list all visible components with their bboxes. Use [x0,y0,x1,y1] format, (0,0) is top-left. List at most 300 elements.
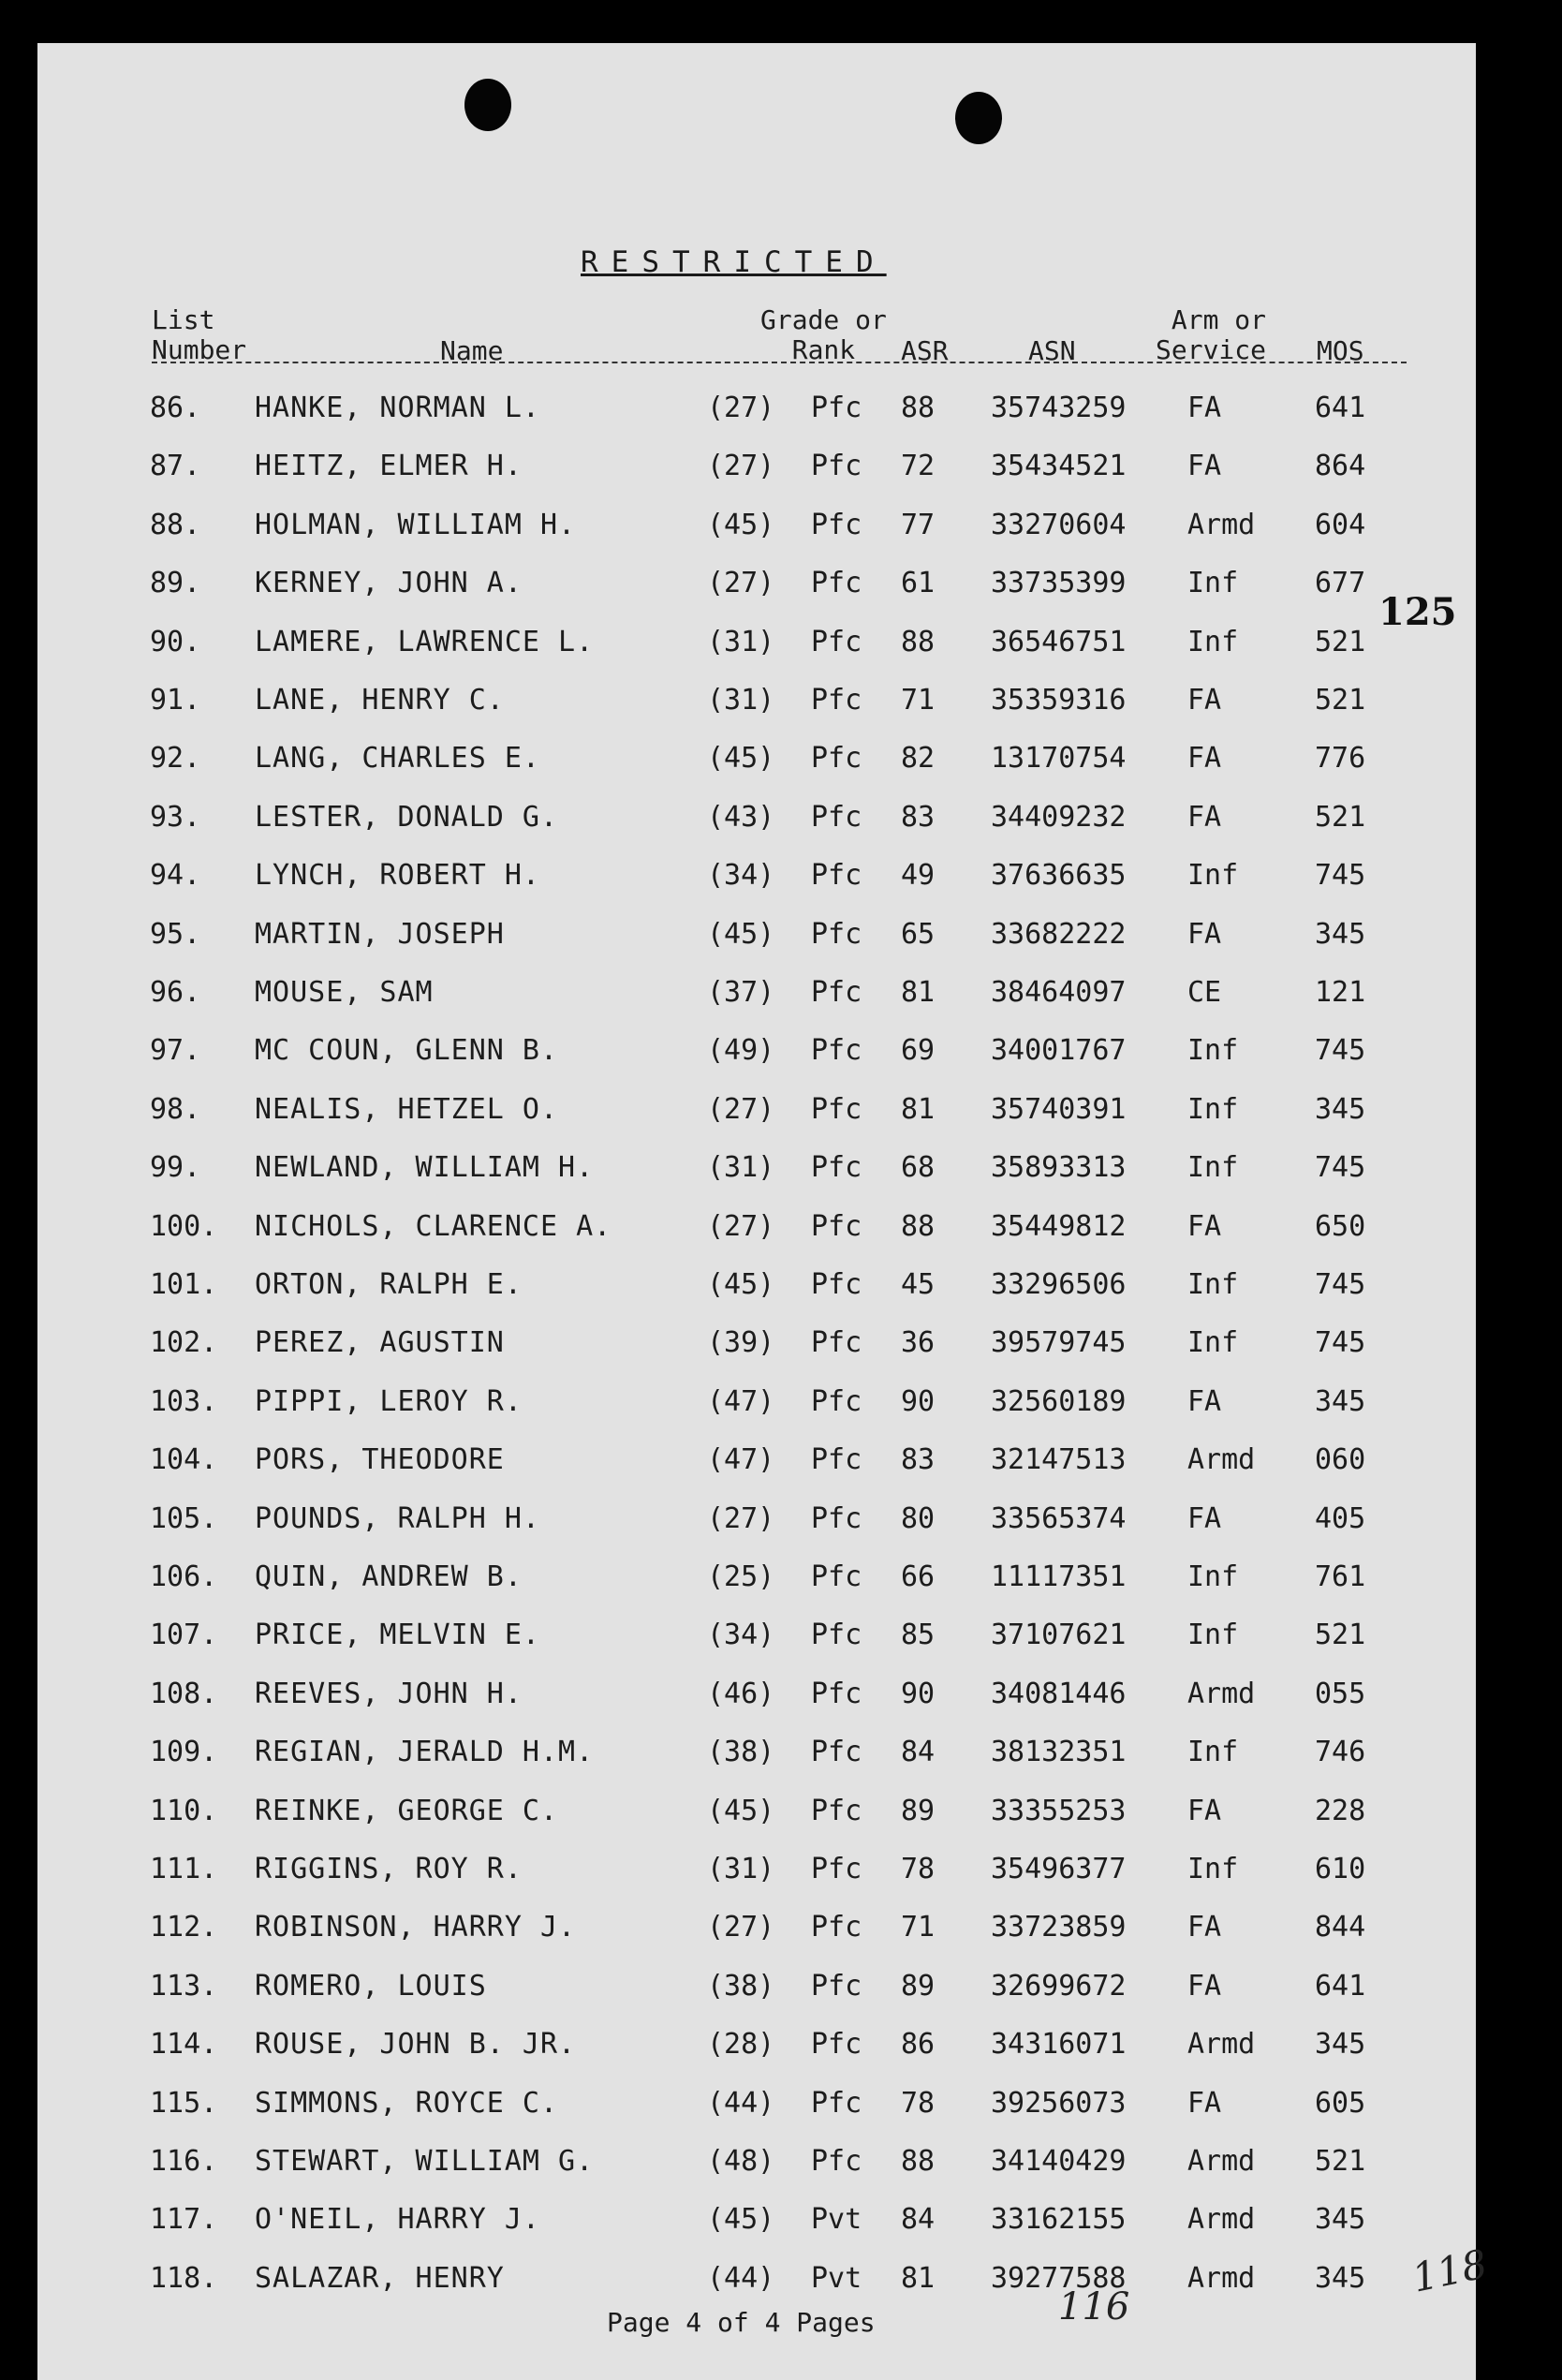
header-name: Name [440,335,504,366]
cell-asn: 34001767 [991,1034,1127,1068]
cell-grade: (45) [707,742,775,776]
punch-hole-left [464,79,511,131]
table-row [0,1970,1562,2026]
cell-asn: 33682222 [991,917,1127,951]
cell-name: PEREZ, AGUSTIN [255,1326,505,1360]
cell-mos: 610 [1315,1853,1366,1885]
cell-grade: (49) [707,1034,775,1068]
cell-grade: (28) [707,2028,775,2062]
cell-mos: 121 [1315,976,1366,1009]
cell-grade: (34) [707,859,775,893]
cell-arm: Armd [1187,2145,1256,2178]
cell-arm: Inf [1187,625,1239,658]
header-grade-rank: Grade or Rank [760,304,887,365]
cell-arm: Inf [1187,1326,1239,1360]
table-row [0,859,1562,915]
cell-rank: Pfc [811,1151,862,1185]
cell-num: 111. [150,1853,218,1885]
cell-asr: 72 [901,450,936,483]
cell-grade: (27) [707,1501,775,1535]
cell-rank: Pfc [811,976,862,1009]
cell-arm: Inf [1187,1560,1239,1593]
cell-grade: (44) [707,2086,775,2120]
cell-num: 97. [150,1034,201,1068]
cell-num: 103. [150,1384,218,1418]
cell-asr: 83 [901,800,936,834]
cell-name: SALAZAR, HENRY [255,2261,505,2295]
cell-num: 115. [150,2086,218,2120]
cell-asn: 39579745 [991,1326,1127,1360]
cell-mos: 345 [1315,2028,1366,2062]
punch-hole-right [955,92,1002,144]
table-row [0,801,1562,857]
cell-grade: (31) [707,1853,775,1885]
cell-asr: 88 [901,392,936,424]
cell-grade: (43) [707,800,775,834]
cell-num: 100. [150,1209,218,1243]
cell-name: HEITZ, ELMER H. [255,450,523,483]
cell-asn: 35359316 [991,684,1127,717]
table-row [0,2145,1562,2201]
cell-num: 98. [150,1092,201,1126]
cell-name: REGIAN, JERALD H.M. [255,1736,595,1769]
cell-name: PRICE, MELVIN E. [255,1619,540,1652]
table-row [0,450,1562,506]
cell-num: 86. [150,392,201,424]
cell-name: LANE, HENRY C. [255,684,505,717]
cell-name: ROMERO, LOUIS [255,1969,487,2003]
cell-arm: Armd [1187,2261,1256,2295]
cell-num: 104. [150,1443,218,1477]
cell-asn: 11117351 [991,1560,1127,1593]
table-row [0,1619,1562,1675]
cell-rank: Pfc [811,1560,862,1593]
table-row [0,1210,1562,1266]
cell-asn: 39256073 [991,2086,1127,2120]
cell-mos: 521 [1315,2145,1366,2178]
cell-asr: 89 [901,1794,936,1827]
cell-asn: 34409232 [991,800,1127,834]
cell-asn: 34140429 [991,2145,1127,2178]
cell-name: SIMMONS, ROYCE C. [255,2086,559,2120]
cell-rank: Pfc [811,684,862,717]
cell-asn: 39277588 [991,2261,1127,2295]
cell-grade: (27) [707,1911,775,1944]
cell-mos: 745 [1315,1034,1366,1068]
cell-rank: Pfc [811,392,862,424]
cell-arm: Inf [1187,1034,1239,1068]
table-row [0,1502,1562,1559]
cell-num: 90. [150,625,201,658]
table-row [0,2028,1562,2084]
cell-asr: 80 [901,1501,936,1535]
table-row [0,1151,1562,1207]
cell-mos: 345 [1315,2261,1366,2295]
cell-asr: 71 [901,1911,936,1944]
cell-num: 93. [150,800,201,834]
cell-asn: 37636635 [991,859,1127,893]
cell-asr: 49 [901,859,936,893]
cell-asn: 35496377 [991,1853,1127,1885]
cell-asr: 88 [901,625,936,658]
cell-grade: (39) [707,1326,775,1360]
cell-asn: 33565374 [991,1501,1127,1535]
cell-num: 112. [150,1911,218,1944]
cell-grade: (27) [707,450,775,483]
cell-asr: 82 [901,742,936,776]
cell-grade: (47) [707,1443,775,1477]
cell-arm: Armd [1187,1443,1256,1477]
table-row [0,1736,1562,1792]
cell-mos: 345 [1315,1384,1366,1418]
cell-num: 110. [150,1794,218,1827]
cell-num: 99. [150,1151,201,1185]
cell-asn: 37107621 [991,1619,1127,1652]
cell-grade: (45) [707,1268,775,1301]
cell-num: 106. [150,1560,218,1593]
cell-grade: (31) [707,684,775,717]
cell-rank: Pfc [811,1443,862,1477]
cell-asn: 34316071 [991,2028,1127,2062]
cell-arm: FA [1187,392,1222,424]
cell-rank: Pfc [811,1677,862,1710]
cell-asr: 78 [901,1853,936,1885]
cell-name: REEVES, JOHN H. [255,1677,523,1710]
cell-asr: 69 [901,1034,936,1068]
cell-name: HANKE, NORMAN L. [255,392,540,424]
cell-arm: Inf [1187,1736,1239,1769]
cell-rank: Pfc [811,508,862,541]
cell-mos: 605 [1315,2086,1366,2120]
cell-arm: FA [1187,800,1222,834]
header-arm-service: Arm or Service [1156,304,1267,365]
table-row [0,1268,1562,1324]
cell-asn: 38132351 [991,1736,1127,1769]
cell-mos: 405 [1315,1501,1366,1535]
cell-rank: Pfc [811,1326,862,1360]
cell-mos: 055 [1315,1677,1366,1710]
header-asn: ASN [1028,335,1076,366]
handwritten-note-118: 118 [1407,2240,1492,2301]
cell-mos: 604 [1315,508,1366,541]
cell-name: MC COUN, GLENN B. [255,1034,559,1068]
cell-arm: FA [1187,1209,1222,1243]
cell-name: RIGGINS, ROY R. [255,1853,523,1885]
cell-asn: 38464097 [991,976,1127,1009]
cell-asn: 33270604 [991,508,1127,541]
table-row [0,626,1562,682]
cell-mos: 745 [1315,859,1366,893]
cell-name: NICHOLS, CLARENCE A. [255,1209,612,1243]
cell-arm: FA [1187,450,1222,483]
cell-num: 91. [150,684,201,717]
cell-arm: FA [1187,917,1222,951]
table-row [0,567,1562,623]
table-row [0,1853,1562,1909]
header-mos: MOS [1317,335,1364,366]
cell-rank: Pfc [811,450,862,483]
cell-asr: 77 [901,508,936,541]
cell-name: NEWLAND, WILLIAM H. [255,1151,595,1185]
cell-name: HOLMAN, WILLIAM H. [255,508,577,541]
cell-num: 108. [150,1677,218,1710]
cell-arm: CE [1187,976,1222,1009]
cell-arm: FA [1187,1384,1222,1418]
cell-asr: 66 [901,1560,936,1593]
cell-rank: Pfc [811,1794,862,1827]
cell-rank: Pfc [811,1092,862,1126]
cell-num: 105. [150,1501,218,1535]
cell-grade: (45) [707,2203,775,2237]
cell-grade: (37) [707,976,775,1009]
cell-rank: Pfc [811,1969,862,2003]
cell-asr: 61 [901,567,936,600]
table-row [0,1795,1562,1851]
cell-grade: (38) [707,1969,775,2003]
cell-num: 102. [150,1326,218,1360]
cell-name: NEALIS, HETZEL O. [255,1092,559,1126]
table-row [0,509,1562,565]
cell-asr: 84 [901,2203,936,2237]
cell-grade: (27) [707,567,775,600]
cell-num: 95. [150,917,201,951]
cell-asr: 86 [901,2028,936,2062]
cell-asn: 33296506 [991,1268,1127,1301]
cell-grade: (34) [707,1619,775,1652]
cell-mos: 345 [1315,1092,1366,1126]
cell-grade: (27) [707,1209,775,1243]
header-list-number: List Number [152,304,247,365]
cell-arm: FA [1187,1911,1222,1944]
cell-rank: Pfc [811,859,862,893]
cell-rank: Pfc [811,1736,862,1769]
cell-name: LANG, CHARLES E. [255,742,540,776]
cell-mos: 745 [1315,1151,1366,1185]
cell-grade: (47) [707,1384,775,1418]
cell-asn: 36546751 [991,625,1127,658]
cell-asr: 81 [901,1092,936,1126]
cell-num: 107. [150,1619,218,1652]
cell-arm: Armd [1187,2028,1256,2062]
cell-asr: 89 [901,1969,936,2003]
cell-rank: Pfc [811,742,862,776]
cell-arm: Armd [1187,508,1256,541]
cell-grade: (25) [707,1560,775,1593]
cell-num: 88. [150,508,201,541]
cell-asr: 65 [901,917,936,951]
cell-mos: 521 [1315,625,1366,658]
cell-arm: Inf [1187,1268,1239,1301]
cell-arm: Inf [1187,567,1239,600]
cell-mos: 776 [1315,742,1366,776]
cell-asr: 84 [901,1736,936,1769]
cell-name: O'NEIL, HARRY J. [255,2203,540,2237]
cell-asn: 33355253 [991,1794,1127,1827]
cell-rank: Pfc [811,1384,862,1418]
cell-rank: Pfc [811,1853,862,1885]
cell-asr: 83 [901,1443,936,1477]
cell-arm: FA [1187,1969,1222,2003]
cell-rank: Pfc [811,625,862,658]
cell-arm: FA [1187,684,1222,717]
cell-rank: Pfc [811,1209,862,1243]
cell-asn: 35893313 [991,1151,1127,1185]
cell-mos: 060 [1315,1443,1366,1477]
cell-arm: FA [1187,2086,1222,2120]
cell-name: KERNEY, JOHN A. [255,567,523,600]
cell-asr: 85 [901,1619,936,1652]
cell-asr: 78 [901,2086,936,2120]
cell-asn: 35740391 [991,1092,1127,1126]
cell-mos: 677 [1315,567,1366,600]
cell-grade: (38) [707,1736,775,1769]
cell-mos: 844 [1315,1911,1366,1944]
cell-mos: 345 [1315,2203,1366,2237]
cell-asr: 45 [901,1268,936,1301]
cell-arm: Inf [1187,1853,1239,1885]
cell-asr: 81 [901,2261,936,2295]
table-row [0,1911,1562,1967]
cell-rank: Pvt [811,2203,862,2237]
table-row [0,918,1562,974]
cell-arm: Inf [1187,1151,1239,1185]
table-row [0,742,1562,798]
cell-name: POUNDS, RALPH H. [255,1501,540,1535]
cell-name: QUIN, ANDREW B. [255,1560,523,1593]
cell-rank: Pfc [811,1619,862,1652]
cell-grade: (48) [707,2145,775,2178]
cell-num: 109. [150,1736,218,1769]
table-row [0,392,1562,448]
cell-name: MARTIN, JOSEPH [255,917,505,951]
cell-asn: 35743259 [991,392,1127,424]
document-title: RESTRICTED [581,245,887,279]
cell-num: 117. [150,2203,218,2237]
cell-asn: 33723859 [991,1911,1127,1944]
cell-mos: 521 [1315,800,1366,834]
cell-rank: Pfc [811,2028,862,2062]
cell-arm: Inf [1187,1092,1239,1126]
cell-name: REINKE, GEORGE C. [255,1794,559,1827]
cell-arm: FA [1187,1501,1222,1535]
cell-grade: (44) [707,2261,775,2295]
table-row [0,1560,1562,1617]
cell-asn: 34081446 [991,1677,1127,1710]
table-row [0,2203,1562,2259]
cell-name: LYNCH, ROBERT H. [255,859,540,893]
cell-mos: 745 [1315,1326,1366,1360]
table-row [0,1678,1562,1734]
cell-asn: 33735399 [991,567,1127,600]
page-footer: Page 4 of 4 Pages [607,2307,876,2338]
cell-rank: Pvt [811,2261,862,2295]
cell-asr: 36 [901,1326,936,1360]
cell-asr: 81 [901,976,936,1009]
cell-mos: 228 [1315,1794,1366,1827]
cell-asn: 33162155 [991,2203,1127,2237]
cell-asn: 35434521 [991,450,1127,483]
cell-grade: (27) [707,392,775,424]
cell-num: 87. [150,450,201,483]
cell-rank: Pfc [811,1501,862,1535]
table-row [0,684,1562,740]
cell-rank: Pfc [811,917,862,951]
cell-num: 92. [150,742,201,776]
cell-name: ORTON, RALPH E. [255,1268,523,1301]
cell-asr: 88 [901,2145,936,2178]
cell-num: 96. [150,976,201,1009]
cell-name: LAMERE, LAWRENCE L. [255,625,595,658]
cell-num: 101. [150,1268,218,1301]
cell-rank: Pfc [811,567,862,600]
cell-asr: 88 [901,1209,936,1243]
cell-mos: 746 [1315,1736,1366,1769]
cell-rank: Pfc [811,1268,862,1301]
table-row [0,1443,1562,1500]
header-asr: ASR [901,335,949,366]
cell-name: LESTER, DONALD G. [255,800,559,834]
cell-asn: 32147513 [991,1443,1127,1477]
cell-rank: Pfc [811,800,862,834]
table-row [0,976,1562,1032]
cell-arm: FA [1187,1794,1222,1827]
cell-mos: 650 [1315,1209,1366,1243]
cell-arm: FA [1187,742,1222,776]
cell-num: 94. [150,859,201,893]
cell-asn: 35449812 [991,1209,1127,1243]
cell-mos: 864 [1315,450,1366,483]
cell-rank: Pfc [811,2145,862,2178]
cell-arm: Armd [1187,2203,1256,2237]
cell-arm: Armd [1187,1677,1256,1710]
cell-grade: (27) [707,1092,775,1126]
handwritten-note-116: 116 [1058,2285,1130,2328]
table-row [0,1093,1562,1149]
cell-asn: 32560189 [991,1384,1127,1418]
cell-mos: 521 [1315,1619,1366,1652]
cell-mos: 745 [1315,1268,1366,1301]
cell-grade: (46) [707,1677,775,1710]
cell-name: PORS, THEODORE [255,1443,505,1477]
cell-num: 118. [150,2261,218,2295]
cell-mos: 345 [1315,917,1366,951]
cell-name: STEWART, WILLIAM G. [255,2145,595,2178]
header-rule [152,362,1407,363]
cell-grade: (31) [707,1151,775,1185]
cell-asr: 90 [901,1384,936,1418]
cell-asr: 68 [901,1151,936,1185]
cell-asn: 32699672 [991,1969,1127,2003]
table-row [0,1385,1562,1441]
cell-name: MOUSE, SAM [255,976,434,1009]
cell-name: ROUSE, JOHN B. JR. [255,2028,577,2062]
cell-asn: 13170754 [991,742,1127,776]
cell-rank: Pfc [811,1034,862,1068]
cell-grade: (31) [707,625,775,658]
cell-grade: (45) [707,508,775,541]
cell-arm: Inf [1187,859,1239,893]
cell-num: 114. [150,2028,218,2062]
cell-asr: 90 [901,1677,936,1710]
cell-asr: 71 [901,684,936,717]
cell-grade: (45) [707,917,775,951]
table-row [0,1034,1562,1090]
cell-num: 89. [150,567,201,600]
cell-name: ROBINSON, HARRY J. [255,1911,577,1944]
cell-name: PIPPI, LEROY R. [255,1384,523,1418]
cell-num: 113. [150,1969,218,2003]
cell-mos: 521 [1315,684,1366,717]
